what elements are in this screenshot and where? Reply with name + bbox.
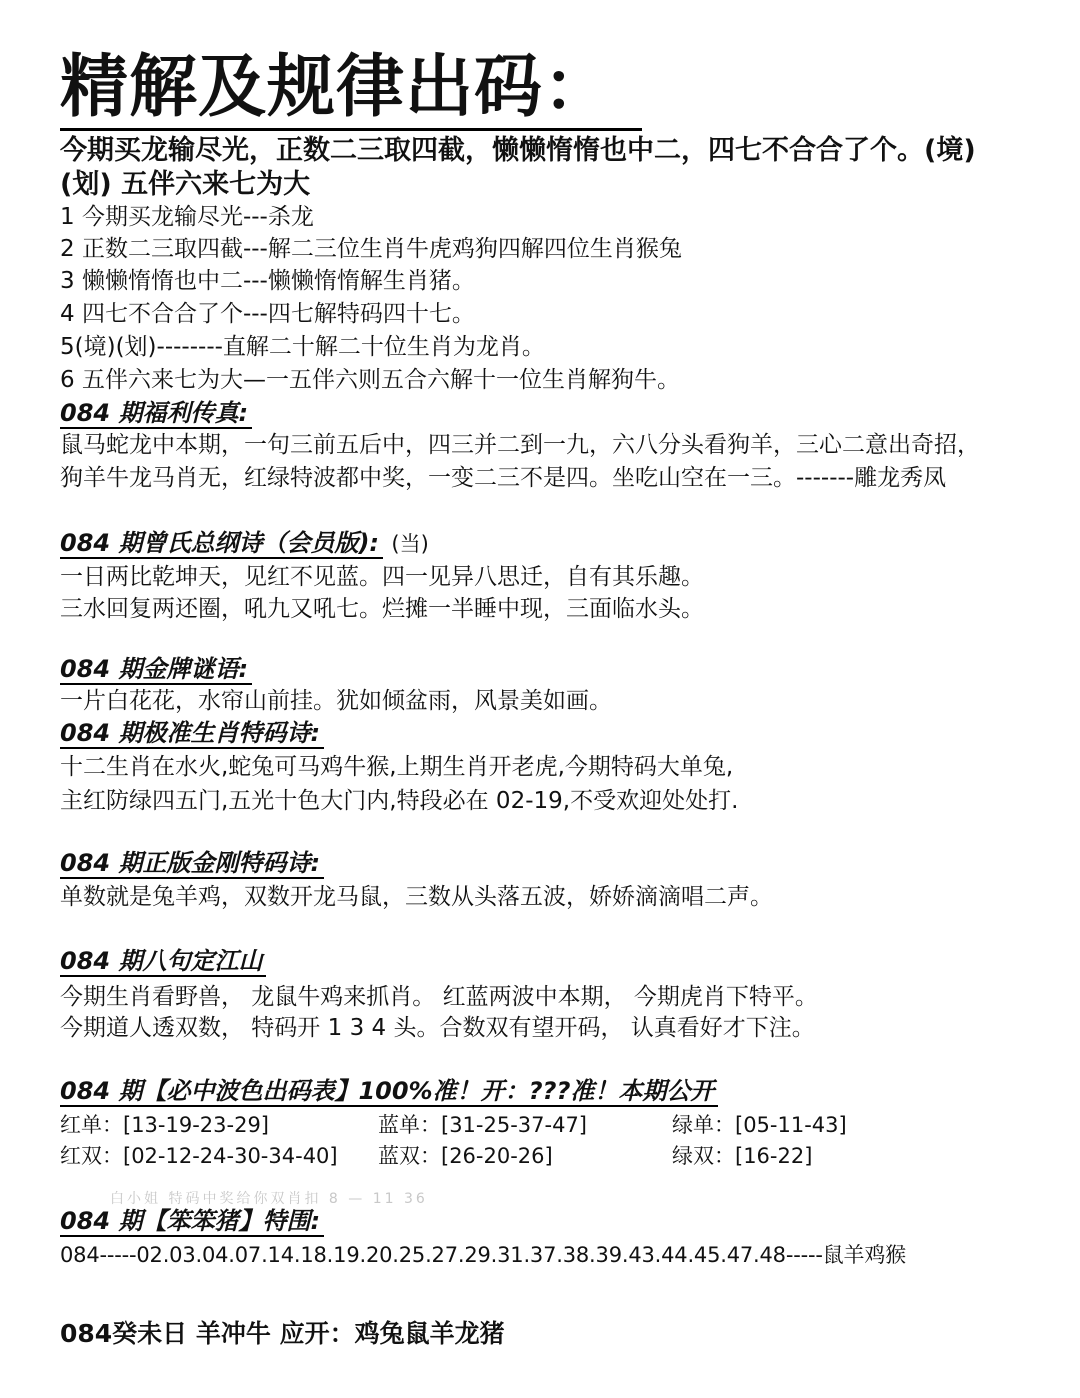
section-heading-text: 084 期福利传真: (60, 399, 252, 429)
benben-line: 084-----02.03.04.07.14.18.19.20.25.27.29.31.37.38.39.43.44.45.47.48-----鼠羊鸡猴 (60, 1243, 906, 1267)
section-heading-text: 084 期正版金刚特码诗: (60, 849, 324, 879)
wave-blue-double: 蓝双：[26-20-26] (378, 1144, 553, 1168)
zeng-line-1: 一日两比乾坤天，见红不见蓝。四一见异八思迁，自有其乐趣。 (60, 564, 704, 590)
explanation-4: 4 四七不合合了个---四七解特码四十七。 (60, 301, 475, 327)
bajuu-line-1: 今期生肖看野兽， 龙鼠牛鸡来抓肖。 红蓝两波中本期， 今期虎肖下特平。 (60, 984, 818, 1010)
section-heading-text: 084 期【必中波色出码表】100%准！开：???准！本期公开 (60, 1077, 718, 1107)
section-heading-text: 084 期曾氏总纲诗（会员版): (60, 529, 383, 559)
section-heading-bose (60, 1076, 718, 1106)
footer-line: 084癸未日 羊冲牛 应开：鸡兔鼠羊龙猪 (60, 1319, 505, 1348)
faint-residual-text: 白小姐 特码中奖给你双肖扣 8 — 11 36 (110, 1191, 428, 1207)
jizhun-line-2: 主红防绿四五门,五光十色大门内,特段必在 02-19,不受欢迎处处打. (60, 788, 739, 814)
section-heading-text: 084 期极准生肖特码诗: (60, 719, 324, 749)
page-title: 精解及规律出码： (60, 48, 642, 131)
wave-blue-single: 蓝单：[31-25-37-47] (378, 1113, 588, 1137)
explanation-6: 6 五伴六来七为大—一五伴六则五合六解十一位生肖解狗牛。 (60, 367, 680, 393)
zeng-line-2: 三水回复两还圈，吼九又吼七。烂摊一半睡中现，三面临水头。 (60, 596, 704, 622)
section-heading-text: 084 期八句定江山 (60, 947, 266, 977)
section-heading-note: (当) (391, 532, 429, 556)
explanation-1: 1 今期买龙输尽光---杀龙 (60, 204, 314, 230)
wave-green-double: 绿双：[16-22] (672, 1144, 813, 1168)
section-heading-text: 084 期【笨笨猪】特围: (60, 1207, 324, 1237)
fuli-line-1: 鼠马蛇龙中本期，一句三前五后中，四三并二到一九，六八分头看狗羊，三心二意出奇招， (60, 432, 980, 458)
bajuu-line-2: 今期道人透双数， 特码开 1 3 4 头。合数双有望开码， 认真看好才下注。 (60, 1015, 815, 1041)
section-heading-jinpai (60, 654, 252, 684)
jingang-line-1: 单数就是兔羊鸡，双数开龙马鼠，三数从头落五波，娇娇滴滴唱二声。 (60, 884, 773, 910)
intro-line-2: (划) 五伴六来七为大 (60, 169, 311, 200)
section-heading-zeng (60, 528, 429, 559)
explanation-2: 2 正数二三取四截---解二三位生肖牛虎鸡狗四解四位生肖猴兔 (60, 236, 682, 262)
fuli-line-2: 狗羊牛龙马肖无，红绿特波都中奖，一变二三不是四。坐吃山空在一三。-------雕龙秀凤 (60, 465, 947, 491)
section-heading-bajuu (60, 946, 266, 976)
wave-red-single: 红单：[13-19-23-29] (60, 1113, 270, 1137)
section-heading-jingang (60, 848, 324, 878)
explanation-5: 5(境)(划)--------直解二十解二十位生肖为龙肖。 (60, 334, 545, 360)
wave-green-single: 绿单：[05-11-43] (672, 1113, 847, 1137)
explanation-3: 3 懒懒惰惰也中二---懒懒惰惰解生肖猪。 (60, 268, 475, 294)
section-heading-text: 084 期金牌谜语: (60, 655, 252, 685)
wave-red-double: 红双：[02-12-24-30-34-40] (60, 1144, 338, 1168)
section-heading-jizhun (60, 718, 324, 748)
jinpai-line-1: 一片白花花，水帘山前挂。犹如倾盆雨，风景美如画。 (60, 688, 612, 714)
intro-line-1: 今期买龙输尽光，正数二三取四截，懒懒惰惰也中二，四七不合合了个。(境) (60, 135, 976, 166)
section-heading-benben (60, 1206, 324, 1236)
section-heading-fuli (60, 398, 252, 428)
jizhun-line-1: 十二生肖在水火,蛇兔可马鸡牛猴,上期生肖开老虎,今期特码大单兔, (60, 754, 734, 780)
